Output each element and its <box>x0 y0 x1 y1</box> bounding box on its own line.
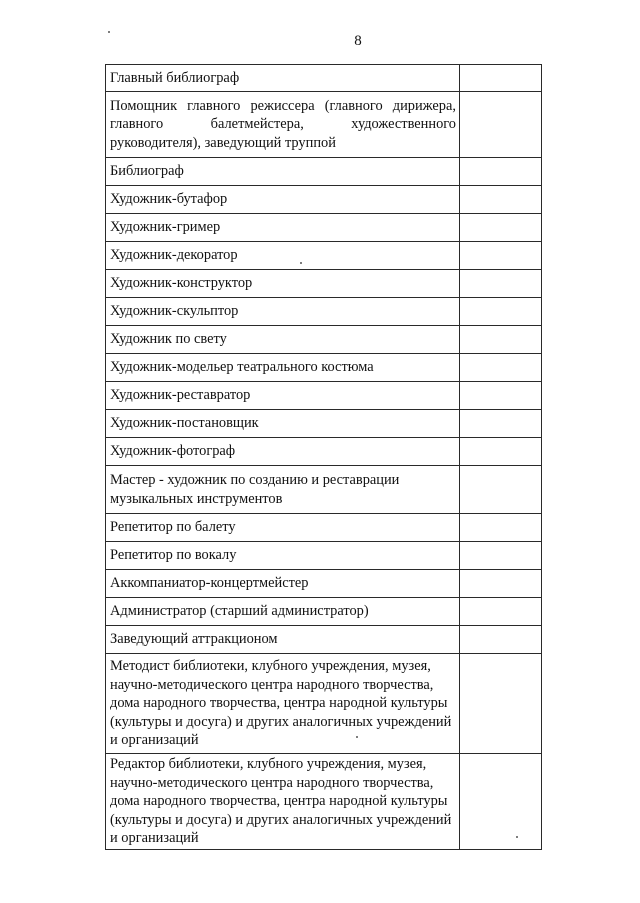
blank-cell <box>460 654 542 754</box>
position-title: Художник-гример <box>106 214 460 242</box>
position-title: Художник-скульптор <box>106 298 460 326</box>
position-title: Художник-конструктор <box>106 270 460 298</box>
position-title: Главный библиограф <box>106 65 460 92</box>
blank-cell <box>460 298 542 326</box>
blank-cell <box>460 382 542 410</box>
blank-cell <box>460 92 542 158</box>
scan-speck <box>300 262 302 264</box>
table-row <box>106 186 542 214</box>
blank-cell <box>460 326 542 354</box>
position-title: Библиограф <box>106 158 460 186</box>
position-title: Художник-декоратор <box>106 242 460 270</box>
position-title: Художник-постановщик <box>106 410 460 438</box>
position-title: Редактор библиотеки, клубного учреждения, музея, научно-методического центра народного творчества, дома народного творчества, центра народной культуры (культуры и досуга) и других аналогичных учреждений и организаций <box>106 754 460 850</box>
blank-cell <box>460 186 542 214</box>
position-title: Методист библиотеки, клубного учреждения, музея, научно-методического центра народного творчества, дома народного творчества, центра народной культуры (культуры и досуга) и других аналогичных учреждений и организаций <box>106 654 460 754</box>
positions-table <box>105 64 542 850</box>
table-row <box>106 92 542 158</box>
page-number: 8 <box>354 33 362 49</box>
table-row <box>106 626 542 654</box>
table-row <box>106 214 542 242</box>
table-row <box>106 754 542 850</box>
position-title: Аккомпаниатор-концертмейстер <box>106 570 460 598</box>
table-row <box>106 570 542 598</box>
table-row <box>106 438 542 466</box>
blank-cell <box>460 158 542 186</box>
position-title: Художник-реставратор <box>106 382 460 410</box>
scan-speck <box>356 736 358 738</box>
table-row <box>106 158 542 186</box>
table-row <box>106 270 542 298</box>
scan-speck <box>516 836 518 838</box>
table-row <box>106 242 542 270</box>
position-title: Мастер - художник по созданию и реставрации музыкальных инструментов <box>106 466 460 514</box>
position-title: Художник по свету <box>106 326 460 354</box>
table-row <box>106 298 542 326</box>
table-row <box>106 598 542 626</box>
table-row <box>106 514 542 542</box>
blank-cell <box>460 514 542 542</box>
blank-cell <box>460 542 542 570</box>
table-row <box>106 382 542 410</box>
position-title: Художник-модельер театрального костюма <box>106 354 460 382</box>
blank-cell <box>460 626 542 654</box>
blank-cell <box>460 242 542 270</box>
blank-cell <box>460 354 542 382</box>
table-row <box>106 65 542 92</box>
blank-cell <box>460 65 542 92</box>
position-title: Художник-бутафор <box>106 186 460 214</box>
blank-cell <box>460 438 542 466</box>
position-title: Помощник главного режиссера (главного дирижера, главного балетмейстера, художественного руководителя), заведующий труппой <box>106 92 460 158</box>
blank-cell <box>460 754 542 850</box>
table-row <box>106 654 542 754</box>
position-title: Художник-фотограф <box>106 438 460 466</box>
blank-cell <box>460 466 542 514</box>
position-title: Репетитор по балету <box>106 514 460 542</box>
blank-cell <box>460 270 542 298</box>
blank-cell <box>460 570 542 598</box>
position-title: Репетитор по вокалу <box>106 542 460 570</box>
table-row <box>106 354 542 382</box>
position-title: Заведующий аттракционом <box>106 626 460 654</box>
position-title: Администратор (старший администратор) <box>106 598 460 626</box>
scan-speck <box>108 31 110 33</box>
table-row <box>106 466 542 514</box>
table-row <box>106 326 542 354</box>
table-row <box>106 410 542 438</box>
table-row <box>106 542 542 570</box>
blank-cell <box>460 598 542 626</box>
blank-cell <box>460 214 542 242</box>
blank-cell <box>460 410 542 438</box>
